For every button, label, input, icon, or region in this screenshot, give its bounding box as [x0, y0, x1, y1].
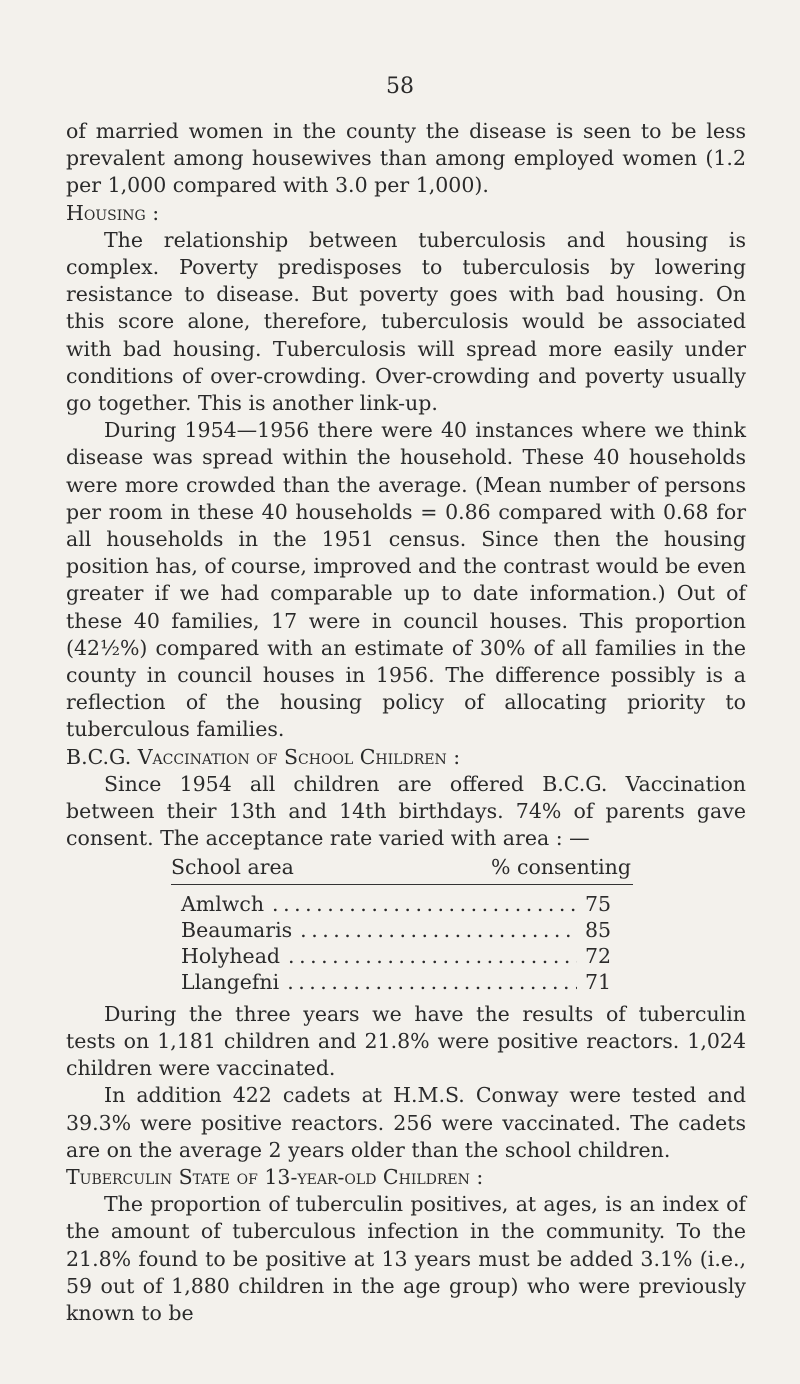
paragraph-housing-complex: The relationship between tuberculosis and housing is complex. Poverty predisposes to tuberculosis by lowering resistance to disease. But poverty goes with bad housing. On this score alone, therefore, tuberculosis would be associated with bad housing. Tuberculosis will spread more easily under conditions of over-crowding. Over-crowding and poverty usually go together. This is another link-up. [66, 227, 746, 416]
table-row [181, 917, 611, 943]
dot-leader [287, 969, 577, 995]
table-cell-percent: 71 [585, 969, 612, 994]
table-header [171, 854, 631, 881]
table-cell-percent: 72 [585, 943, 612, 968]
paragraph-bcg-consent: Since 1954 all children are offered B.C.G. Vaccination between their 13th and 14th birthdays. 74% of parents gave consent. The acceptance rate varied with area : — [66, 771, 746, 851]
table-cell-area: Amlwch [181, 891, 265, 916]
table-cell-percent: 75 [585, 891, 612, 916]
paragraph-tuberculin-positives: The proportion of tuberculin positives, at ages, is an index of the amount of tuberculous infection in the community. To the 21.8% found to be positive at 13 years must be added 3.1% (i.e., 59 out of 1,880 children in the age group) who were previously known to be [66, 1192, 746, 1325]
table-cell-area: Llangefni [181, 969, 280, 994]
table-cell-percent: 85 [585, 917, 612, 942]
dot-leader [300, 917, 577, 943]
table-cell-area: Holyhead [181, 943, 281, 968]
table-rule [171, 884, 633, 885]
page-content [66, 118, 746, 1327]
table-row [181, 891, 611, 917]
heading-tuberculin-state: Tuberculin State of 13-year-old Children : [66, 1164, 484, 1189]
paragraph-tuberculin-results: During the three years we have the results of tuberculin tests on 1,181 children and 21.8% were positive reactors. 1,024 children were vaccinated. [66, 1001, 746, 1081]
paragraph-household-spread: During 1954—1956 there were 40 instances where we think disease was spread within the household. These 40 households were more crowded than the average. (Mean number of persons per room in these 40 households = 0.86 compared with 0.68 for all households in the 1951 census. Since then the housing position has, of course, improved and the contrast would be even greater if we had comparable up to date information.) Out of these 40 families, 17 were in council houses. This proportion (42½%) compared with an estimate of 30% of all families in the county in council houses in 1956. The difference possibly is a reflection of the housing policy of allocating priority to tuberculous families. [66, 418, 746, 742]
table-row [181, 969, 611, 995]
heading-bcg-vaccination: B.C.G. Vaccination of School Children : [66, 744, 461, 769]
table-row [181, 943, 611, 969]
table-col-percent-consenting: % consenting [491, 855, 631, 880]
table-cell-area: Beaumaris [181, 917, 293, 942]
consent-table [66, 891, 746, 995]
page-number: 58 [386, 74, 414, 99]
paragraph-conway-cadets: In addition 422 cadets at H.M.S. Conway were tested and 39.3% were positive reactors. 256 were vaccinated. The cadets are on the average 2 years older than the school children. [66, 1083, 746, 1162]
dot-leader [288, 943, 577, 969]
paragraph-married-women: of married women in the county the disease is seen to be less prevalent among housewives than among employed women (1.2 per 1,000 compared with 3.0 per 1,000). [66, 119, 746, 198]
heading-housing: Housing : [66, 200, 160, 225]
dot-leader [272, 891, 577, 917]
table-col-school-area: School area [171, 855, 294, 880]
